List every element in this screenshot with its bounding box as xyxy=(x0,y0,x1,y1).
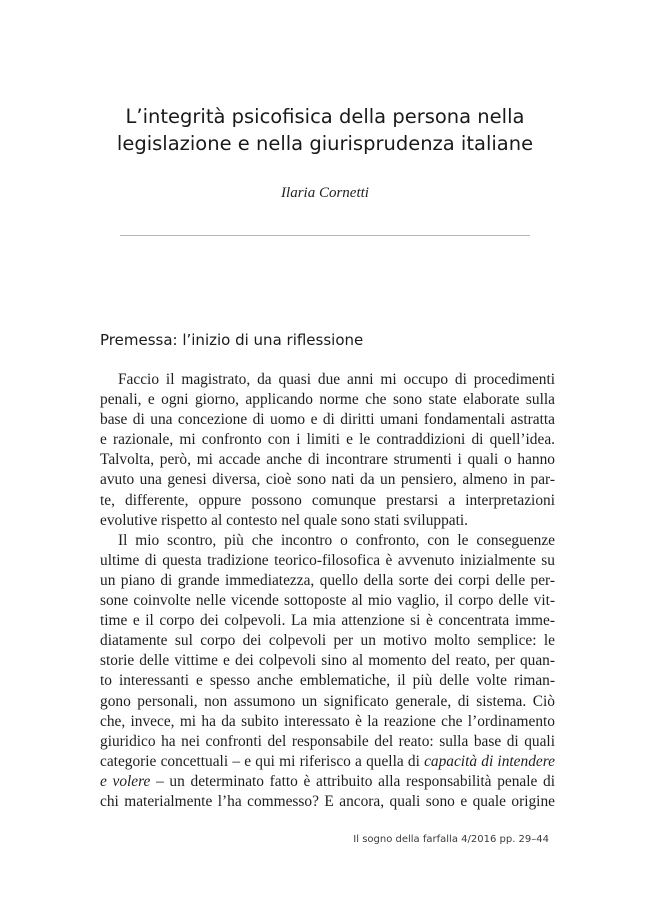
body-line: gono personali, non assumono un significato generale, di sistema. Ciò xyxy=(100,692,555,710)
body-text-segment: – un determinato fatto è attribuito alla responsabilità penale di xyxy=(150,772,555,790)
title-divider xyxy=(120,235,530,236)
article-title xyxy=(60,103,590,157)
body-line: to interessanti e spesso anche emblematiche, il più delle volte riman- xyxy=(100,672,555,690)
body-line: time e il corpo dei colpevoli. La mia attenzione si è concentrata imme- xyxy=(100,612,555,630)
body-line-with-italic xyxy=(100,772,555,792)
body-line: giuridico ha nei confronti del responsabile del reato: sulla base di quali xyxy=(100,732,555,750)
title-line-1: L’integrità psicofisica della persona nella xyxy=(125,105,525,128)
italic-term: capacità di intendere xyxy=(424,752,555,770)
title-line-2: legislazione e nella giurisprudenza italiane xyxy=(116,132,534,155)
body-line: base di una concezione di uomo e di diritti umani fondamentali astratta xyxy=(100,411,555,429)
body-text xyxy=(100,370,555,812)
body-line: e razionale, mi confronto con i limiti e le contraddizioni di quell’idea. xyxy=(100,431,555,449)
body-line: Talvolta, però, mi accade anche di incontrare strumenti i quali o hanno xyxy=(100,451,555,469)
body-line: ultime di questa tradizione teorico-filosofica è avvenuto inizialmente su xyxy=(100,551,555,569)
page-footer-citation: Il sogno della farfalla 4/2016 pp. 29–44 xyxy=(353,834,549,845)
body-line: penali, e ogni giorno, applicando norme che sono state elaborate sulla xyxy=(100,391,555,409)
body-line: te, differente, oppure possono comunque prestarsi a interpretazioni xyxy=(100,491,555,509)
body-line: diatamente sul corpo dei colpevoli per un motivo molto semplice: le xyxy=(100,632,555,650)
body-line: chi materialmente l’ha commesso? E ancora, quali sono e quale origine xyxy=(100,792,555,810)
body-line: avuto una genesi diversa, cioè sono nati da un pensiero, almeno in par- xyxy=(100,471,555,489)
body-line: evolutive rispetto al contesto nel quale sono stati sviluppati. xyxy=(100,511,469,529)
italic-term: e volere xyxy=(100,772,151,790)
body-line: sone coinvolte nelle vicende sottoposte al mio vaglio, il corpo delle vit- xyxy=(100,592,555,610)
body-line: un piano di grande immediatezza, quello della sorte dei corpi delle per- xyxy=(100,571,555,589)
body-line: storie delle vittime e dei colpevoli sino al momento del reato, per quan- xyxy=(100,652,555,670)
body-text-segment: categorie concettuali – e qui mi riferisco a quella di xyxy=(100,752,425,770)
body-line: che, invece, mi ha da subito interessato è la reazione che l’ordinamento xyxy=(100,712,555,730)
body-line: Faccio il magistrato, da quasi due anni mi occupo di procedimenti xyxy=(118,371,555,388)
body-line-with-italic xyxy=(100,752,555,772)
section-heading: Premessa: l’inizio di una riflessione xyxy=(100,331,364,349)
article-author: Ilaria Cornetti xyxy=(281,185,369,201)
body-line: Il mio scontro, più che incontro o confronto, con le conseguenze xyxy=(118,531,555,549)
